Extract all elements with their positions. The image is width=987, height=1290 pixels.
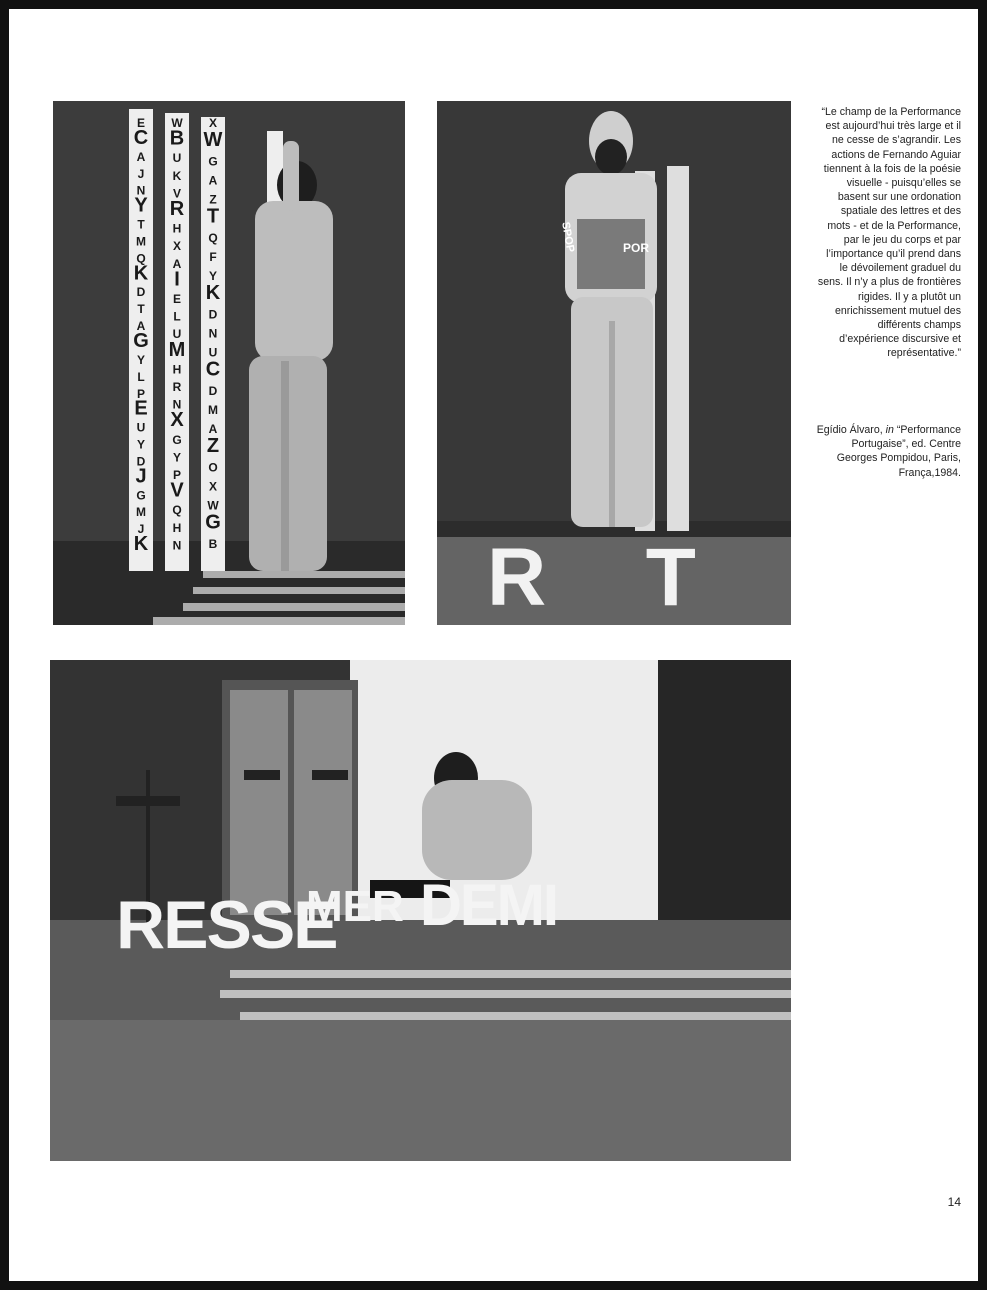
photo1-strip-letter: C <box>133 126 149 149</box>
photo1-strip-letter: D <box>208 307 218 322</box>
photo1-strip-letter: E <box>172 292 182 306</box>
photo1-strip-letter: Q <box>136 251 146 266</box>
photo1-strip-letter: Q <box>208 230 218 245</box>
photo1-strip-letter: M <box>136 505 146 520</box>
photo1-strip-letter: P <box>136 386 146 401</box>
credit-publication: “Performance Portugaise”, ed. Centre Georges Pompidou, Paris, França,1984. <box>836 424 961 479</box>
photo1-strip-letter: H <box>172 221 182 236</box>
quote-credit <box>815 423 961 480</box>
photo1-strip-letter: I <box>174 268 180 291</box>
photo1-strip-letter: N <box>136 183 146 198</box>
photo1-strip-letter: B <box>169 127 185 150</box>
photo1-strip-letter: Y <box>208 269 218 284</box>
photo1-strip-letter: H <box>172 362 182 377</box>
photo1-strip-letter: G <box>205 511 221 534</box>
photo1-strip-letter: Y <box>136 352 146 367</box>
photo-man-standing-with-letters <box>437 101 791 625</box>
photo1-strip-letter: G <box>208 154 218 169</box>
photo1-strip-letter: G <box>136 488 146 503</box>
photo1-strip-letter: T <box>137 217 145 232</box>
photo1-strip-letter: B <box>208 536 218 551</box>
photo1-strip-letter: Y <box>134 194 148 217</box>
photo2-chest-right-text: POR <box>623 241 650 255</box>
photo1-strip-letter: J <box>137 166 145 181</box>
photo1-strip-letter: N <box>208 326 218 341</box>
photo1-strip-letter: A <box>172 256 182 271</box>
photo1-strip-letter: R <box>169 198 185 220</box>
photo1-strip-letter: M <box>168 338 186 361</box>
photo1-strip-letter: E <box>134 397 148 420</box>
photo1-strip-letter: O <box>208 460 218 475</box>
photo1-strip-letter: T <box>137 302 145 317</box>
photo1-strip-letter: W <box>171 116 183 130</box>
photo3-floor-letters-1: RESSE <box>116 887 337 963</box>
photo1-strip-letter: U <box>208 345 218 360</box>
photo1-strip-letter: X <box>208 479 218 494</box>
photo1-strip-letter: L <box>173 309 181 324</box>
photo1-strip-letter: F <box>209 249 217 264</box>
photo1-strip-letter: Q <box>172 503 182 518</box>
photo1-strip-letter: R <box>172 380 182 394</box>
photo1-strip-letter: K <box>133 533 149 556</box>
photo1-strip-letter: U <box>172 327 182 342</box>
photo1-strip-letter: A <box>208 173 218 188</box>
page <box>9 9 978 1281</box>
photo1-strip-letter: X <box>170 409 184 432</box>
photo1-strip-letter: G <box>172 432 182 447</box>
photo-man-crouching-with-large-letters <box>50 660 791 1161</box>
photo1-strip-letter: M <box>208 402 218 417</box>
photo1-strip-letter: M <box>136 234 146 249</box>
photo-man-hanging-letter-strips <box>53 101 405 625</box>
photo1-strip-letter: G <box>133 330 149 352</box>
photo1-strip-letter: C <box>205 358 221 381</box>
photo1-strip-letter: Z <box>206 435 220 458</box>
photo1-strip-letter: U <box>172 151 182 166</box>
photo1-strip-letter: H <box>172 520 182 535</box>
page-number: 14 <box>947 1195 961 1209</box>
photo1-strip-letter: D <box>136 285 146 300</box>
photo1-strip-letter: E <box>136 116 146 130</box>
photo1-strip-letter: Y <box>136 437 146 452</box>
photo1-strip-letter: D <box>208 383 218 398</box>
photo1-strip-letter: U <box>136 420 146 435</box>
photo1-strip-letter: D <box>136 454 146 469</box>
credit-in: in <box>885 424 894 436</box>
photo1-strip-letter: P <box>172 468 182 482</box>
photo1-strip-letter: W <box>207 498 219 513</box>
photo1-strip-letter: K <box>205 282 221 305</box>
credit-author: Egídio Álvaro, <box>816 424 883 436</box>
photo1-strip-letter: A <box>136 319 146 334</box>
photo1-strip-letter: N <box>172 538 182 553</box>
quote-text: “Le champ de la Performance est aujourd’hui très large et il ne cesse de s’agrandir. Les actions de Fernando Aguiar tiennent à la fois de la poésie visuelle - puisqu’elles se basent sur une ordonation spatiale des lettres et des mots - et de la Performance, par le jeu du corps et par l’importance qu’il prend dans le dévoilement graduel du sens. Il n’y a plus de frontières rigides. Il y a plutôt un enrichissement mutuel des différents champs d’expérience discursive et représentative.” <box>817 106 961 360</box>
photo1-strip-letter: V <box>170 479 184 502</box>
photo1-strip-letter: A <box>208 422 218 437</box>
photo2-floor-letters: R T <box>487 532 714 623</box>
photo1-strip-letter: N <box>172 397 182 412</box>
photo1-strip-letter: K <box>133 262 149 285</box>
photo3-floor-letters-3: DEMI <box>420 873 557 938</box>
photo1-strip-letter: J <box>137 522 145 537</box>
photo1-strip-letter: Y <box>172 450 182 465</box>
photo1-strip-letter: T <box>206 205 220 228</box>
photo3-floor-letters-2: MER <box>306 882 404 931</box>
photo1-strip-letter: V <box>172 186 182 201</box>
photo1-strip-letter: L <box>137 369 145 384</box>
photo2-chest-left-text: SPOP <box>559 221 577 254</box>
photo1-strip-letter: W <box>203 129 223 152</box>
photo1-strip-letter: X <box>208 116 218 130</box>
photo1-strip-letter: X <box>172 239 182 254</box>
photo1-strip-letter: K <box>172 168 182 183</box>
photo1-strip-letter: J <box>135 465 147 488</box>
photo1-strip-letter: A <box>136 149 146 164</box>
photo1-strip-letter: Z <box>209 192 217 207</box>
